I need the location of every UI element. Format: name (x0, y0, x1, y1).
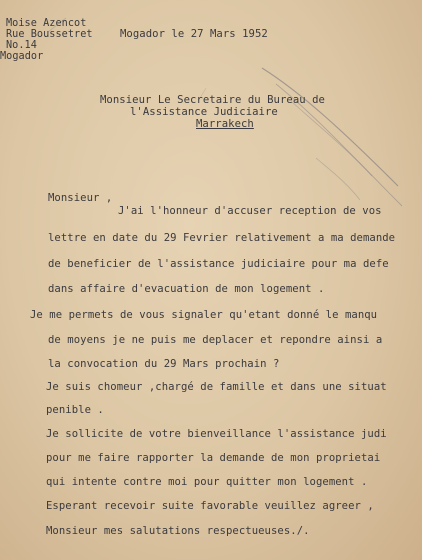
body-line-8: Je suis chomeur ,chargé de famille et dans une situat (46, 381, 387, 393)
body-line-11: pour me faire rapporter la demande de mon proprietai (46, 452, 381, 464)
place-date: Mogador le 27 Mars 1952 (120, 28, 268, 40)
body-line-5: Je me permets de vous signaler qu'etant donné le manqu (30, 309, 378, 321)
recipient-line-2: l'Assistance Judiciaire (130, 106, 278, 118)
sender-name: Moise Azencot (6, 18, 87, 29)
body-line-2: lettre en date du 29 Fevrier relativement a ma demande (48, 232, 396, 244)
body-line-14: Monsieur mes salutations respectueuses./. (46, 525, 310, 537)
body-line-7: la convocation du 29 Mars prochain ? (48, 358, 280, 370)
body-line-3: de beneficier de l'assistance judiciaire pour ma defe (48, 258, 389, 270)
body-line-10: Je sollicite de votre bienveillance l'assistance judi (46, 428, 387, 440)
body-line-12: qui intente contre moi pour quitter mon logement . (46, 476, 368, 488)
recipient-city: Marrakech (196, 118, 254, 130)
body-line-13: Esperant recevoir suite favorable veuillez agreer , (46, 500, 374, 512)
sender-street: Rue Boussetret (6, 29, 93, 40)
salutation: Monsieur , (48, 192, 113, 204)
body-line-1: J'ai l'honneur d'accuser reception de vos (118, 205, 382, 217)
recipient-line-1: Monsieur Le Secretaire du Bureau de (100, 94, 325, 106)
body-line-9: penible . (46, 404, 104, 416)
body-line-4: dans affaire d'evacuation de mon logement . (48, 283, 325, 295)
sender-city: Mogador (0, 51, 44, 62)
sender-number: No.14 (6, 40, 37, 51)
body-line-6: de moyens je ne puis me deplacer et repondre ainsi a (48, 334, 383, 346)
